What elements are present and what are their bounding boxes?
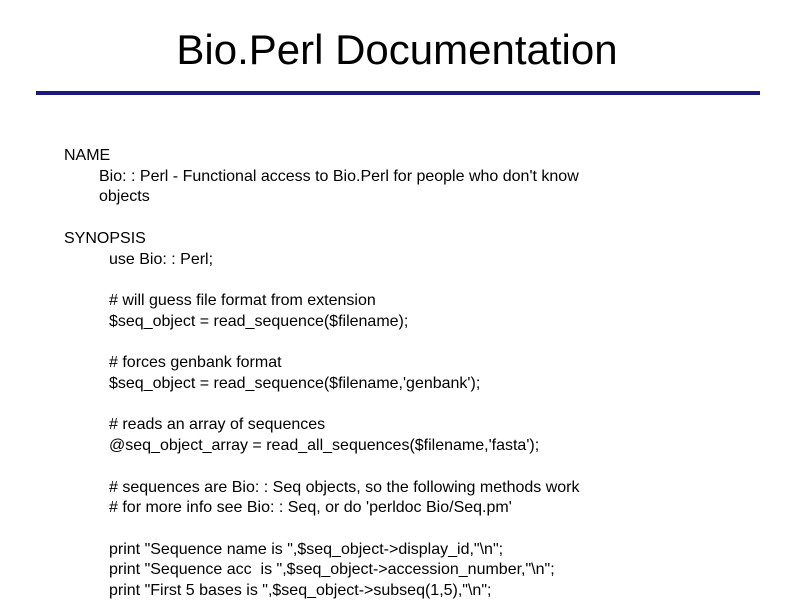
code-line: use Bio: : Perl; (109, 251, 214, 268)
code-comment: # sequences are Bio: : Seq objects, so the following methods work (109, 479, 580, 496)
synopsis-heading: SYNOPSIS (64, 230, 146, 247)
code-line: print "Sequence name is ",$seq_object->display_id,"\n"; (109, 541, 504, 558)
name-description-line: objects (99, 188, 150, 205)
code-line: print "Sequence acc is ",$seq_object->accession_number,"\n"; (109, 561, 555, 578)
code-line: $seq_object = read_sequence($filename); (109, 313, 409, 330)
code-line: @seq_object_array = read_all_sequences($filename,'fasta'); (109, 437, 540, 454)
code-comment: # reads an array of sequences (109, 416, 326, 433)
code-comment: # will guess file format from extension (109, 292, 376, 309)
code-line: $seq_object = read_sequence($filename,'genbank'); (109, 375, 481, 392)
code-comment: # forces genbank format (109, 354, 282, 371)
code-comment: # for more info see Bio: : Seq, or do 'perldoc Bio/Seq.pm' (109, 499, 512, 516)
name-description-line: Bio: : Perl - Functional access to Bio.Perl for people who don't know (99, 168, 579, 185)
name-heading: NAME (64, 147, 111, 164)
code-line: print "First 5 bases is ",$seq_object->subseq(1,5),"\n"; (109, 582, 492, 599)
page-title: Bio.Perl Documentation (176, 26, 618, 73)
